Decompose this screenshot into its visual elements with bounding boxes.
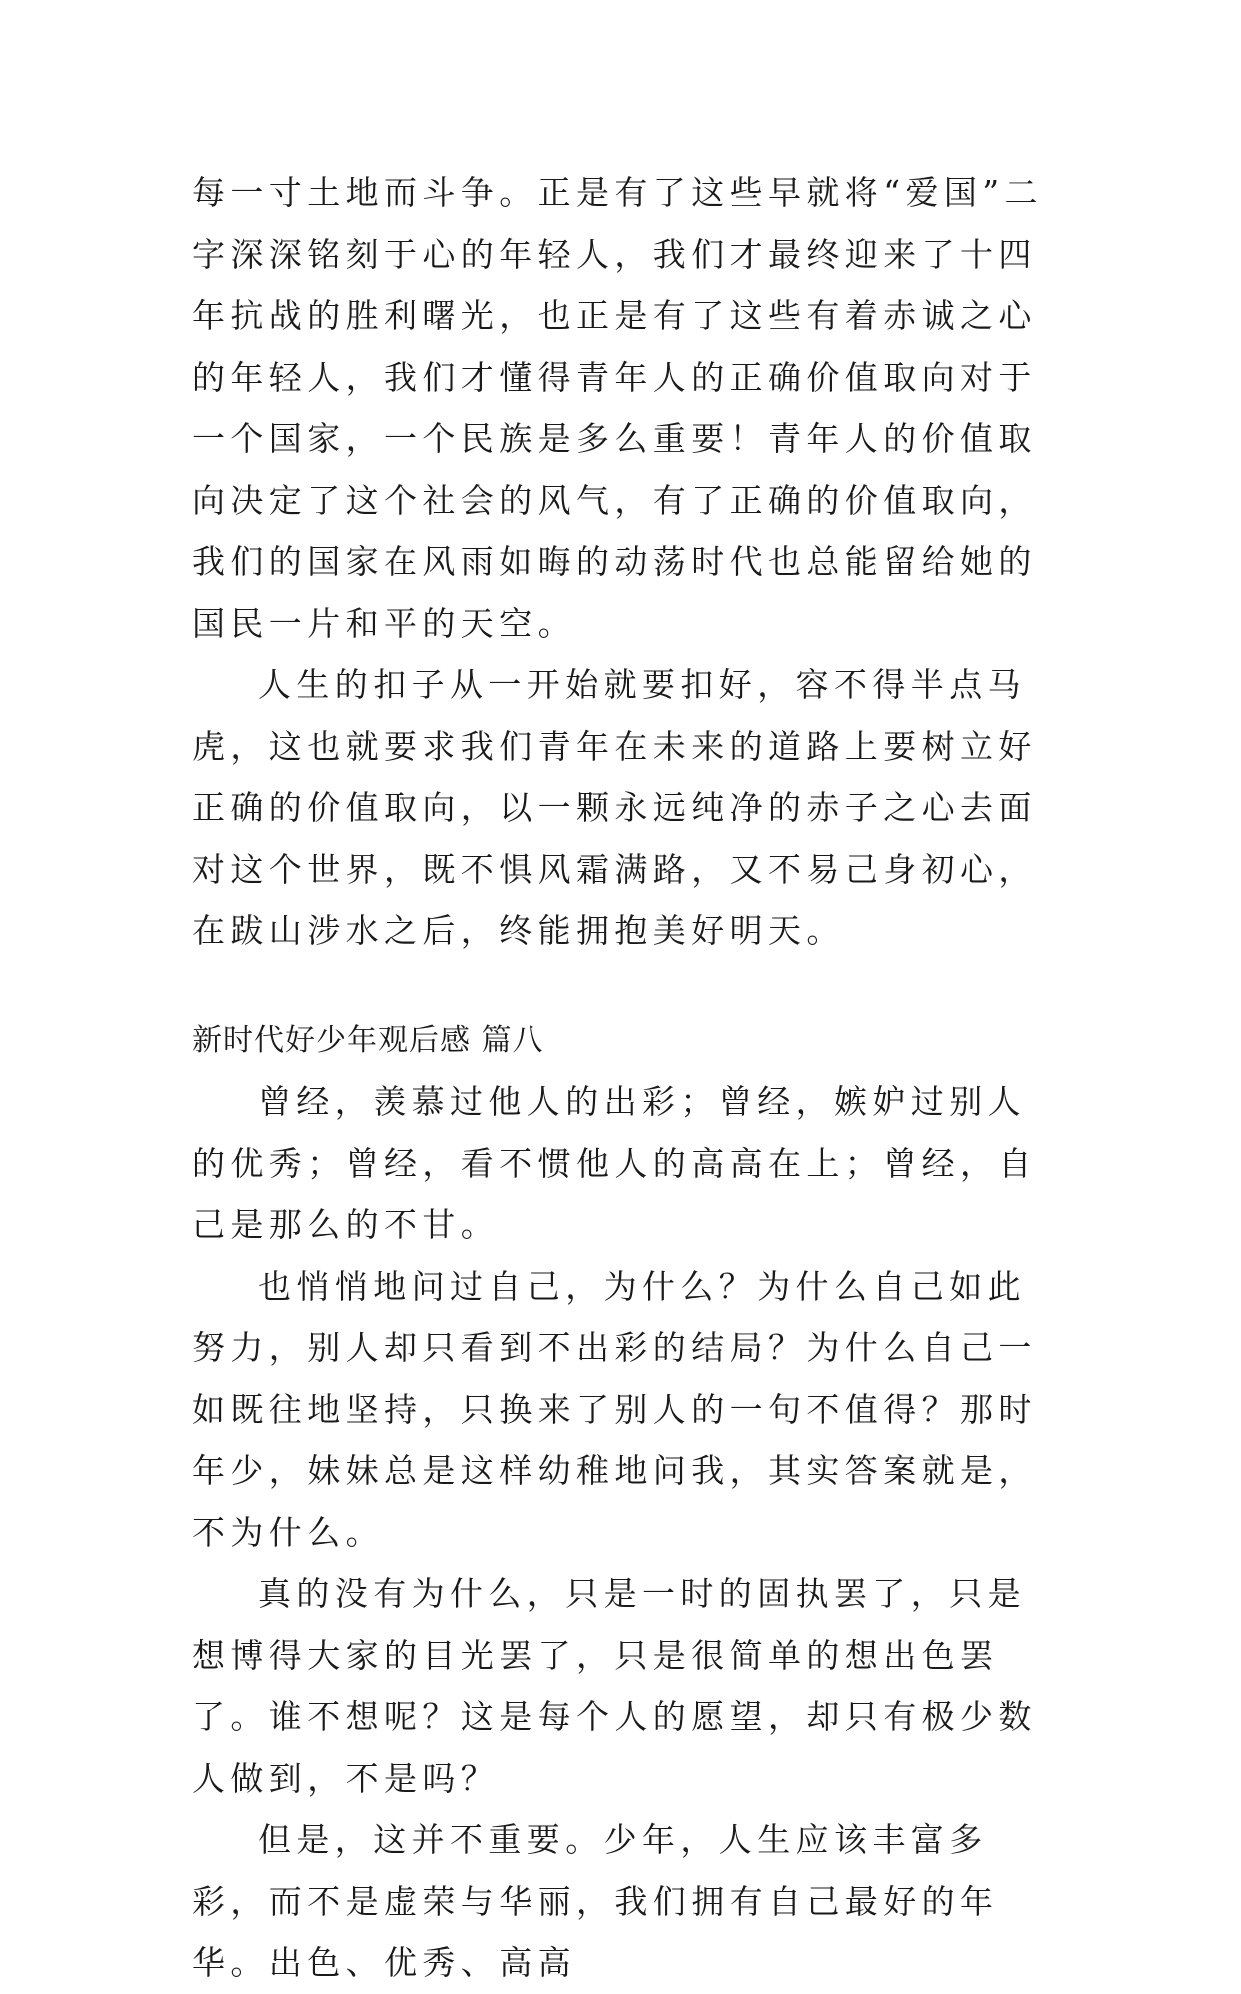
paragraph: 曾经，羡慕过他人的出彩；曾经，嫉妒过别人的优秀；曾经，看不惯他人的高高在上；曾经，自己是那么的不甘。: [192, 1082, 1037, 1244]
paragraph: 但是，这并不重要。少年，人生应该丰富多彩，而不是虚荣与华丽，我们拥有自己最好的年华。出色、优秀、高高: [192, 1820, 999, 1982]
paragraph: 真的没有为什么，只是一时的固执罢了，只是想博得大家的目光罢了，只是很简单的想出色罢了。谁不想呢？这是每个人的愿望，却只有极少数人做到，不是吗？: [192, 1574, 1037, 1798]
paragraph: 人生的扣子从一开始就要扣好，容不得半点马虎，这也就要求我们青年在未来的道路上要树立好正确的价值取向，以一颗永远纯净的赤子之心去面对这个世界，既不惧风霜满路，又不易己身初心，在跋山涉水之后，终能拥抱美好明天。: [192, 665, 1037, 950]
paragraph: 也悄悄地问过自己，为什么？为什么自己如此努力，别人却只看到不出彩的结局？为什么自己一如既往地坚持，只换来了别人的一句不值得？那时年少，妹妹总是这样幼稚地问我，其实答案就是，不为什么。: [192, 1266, 1037, 1552]
document-body: [192, 162, 1052, 1994]
section-gap: [192, 962, 1052, 1010]
paragraph-continued: 每一寸土地而斗争。正是有了这些早就将“爱国”二字深深铭刻于心的年轻人，我们才最终迎来了十四年抗战的胜利曙光，也正是有了这些有着赤诚之心的年轻人，我们才懂得青年人的正确价值取向对于一个国家，一个民族是多么重要！青年人的价值取向决定了这个社会的风气，有了正确的价值取向，我们的国家在风雨如晦的动荡时代也总能留给她的国民一片和平的天空。: [192, 173, 1043, 643]
section-heading: 新时代好少年观后感 篇八: [192, 1022, 544, 1058]
